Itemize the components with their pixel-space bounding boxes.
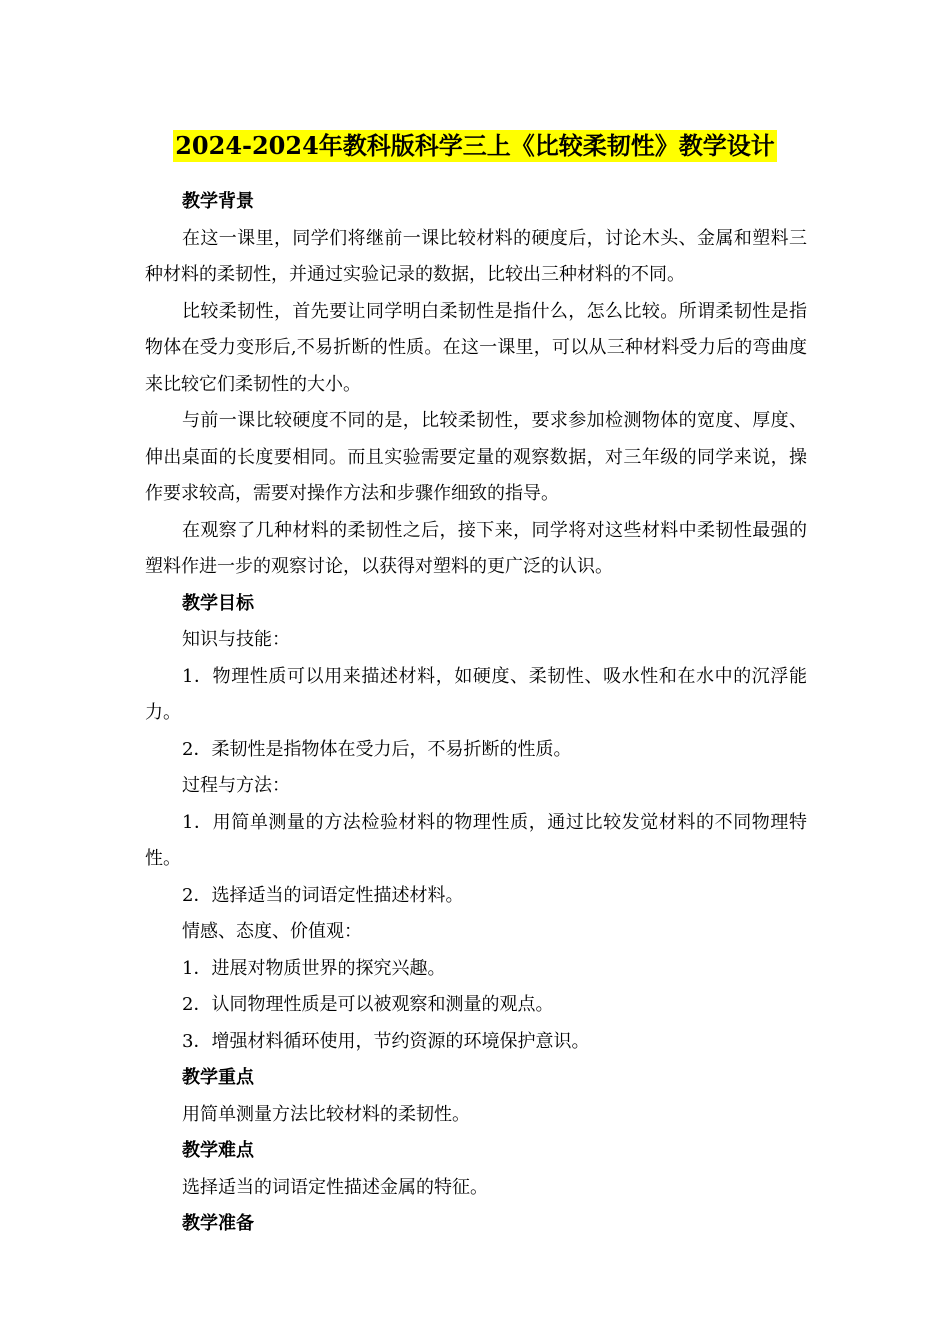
- difficulty-text: 选择适当的词语定性描述金属的特征。: [182, 1176, 488, 1198]
- background-paragraph-3: 与前一课比较硬度不同的是，比较柔韧性，要求参加检测物体的宽度、厚度、伸出桌面的长度要相同。而且实验需要定量的观察数据，对三年级的同学来说，操作要求较高，需要对操作方法和步骤作细致的指导。: [145, 410, 807, 504]
- background-paragraph-1: 在这一课里，同学们将继前一课比较材料的硬度后，讨论木头、金属和塑料三种材料的柔韧性，并通过实验记录的数据，比较出三种材料的不同。: [145, 227, 807, 285]
- process-label: 过程与方法：: [182, 775, 290, 796]
- background-paragraph-4: 在观察了几种材料的柔韧性之后，接下来，同学将对这些材料中柔韧性最强的塑料作进一步的观察讨论，以获得对塑料的更广泛的认识。: [145, 519, 807, 577]
- heading-preparation: 教学准备: [182, 1213, 254, 1234]
- emotion-label: 情感、态度、价值观：: [182, 921, 362, 942]
- emotion-item-3: 3．增强材料循环使用，节约资源的环境保护意识。: [182, 1030, 590, 1052]
- emotion-item-1: 1．进展对物质世界的探究兴趣。: [182, 957, 446, 979]
- document-body: [145, 184, 807, 1243]
- background-paragraph-2: 比较柔韧性，首先要让同学明白柔韧性是指什么，怎么比较。所谓柔韧性是指物体在受力变形后,不易折断的性质。在这一课里，可以从三种材料受力后的弯曲度来比较它们柔韧性的大小。: [145, 300, 807, 395]
- process-item-1: 1．用简单测量的方法检验材料的物理性质，通过比较发觉材料的不同物理特性。: [145, 811, 807, 869]
- heading-background: 教学背景: [182, 191, 254, 212]
- emotion-item-2: 2．认同物理性质是可以被观察和测量的观点。: [182, 994, 554, 1015]
- document-title: 2024-2024年教科版科学三上《比较柔韧性》教学设计: [175, 131, 775, 160]
- knowledge-label: 知识与技能：: [182, 629, 290, 650]
- title-container: [0, 130, 950, 162]
- knowledge-item-2: 2．柔韧性是指物体在受力后，不易折断的性质。: [182, 738, 572, 760]
- knowledge-item-1: 1．物理性质可以用来描述材料，如硬度、柔韧性、吸水性和在水中的沉浮能力。: [145, 665, 807, 723]
- process-item-2: 2．选择适当的词语定性描述材料。: [182, 884, 464, 906]
- heading-difficulty: 教学难点: [182, 1140, 254, 1161]
- heading-goals: 教学目标: [182, 592, 254, 614]
- heading-key-point: 教学重点: [182, 1067, 254, 1088]
- key-point-text: 用简单测量方法比较材料的柔韧性。: [182, 1103, 470, 1125]
